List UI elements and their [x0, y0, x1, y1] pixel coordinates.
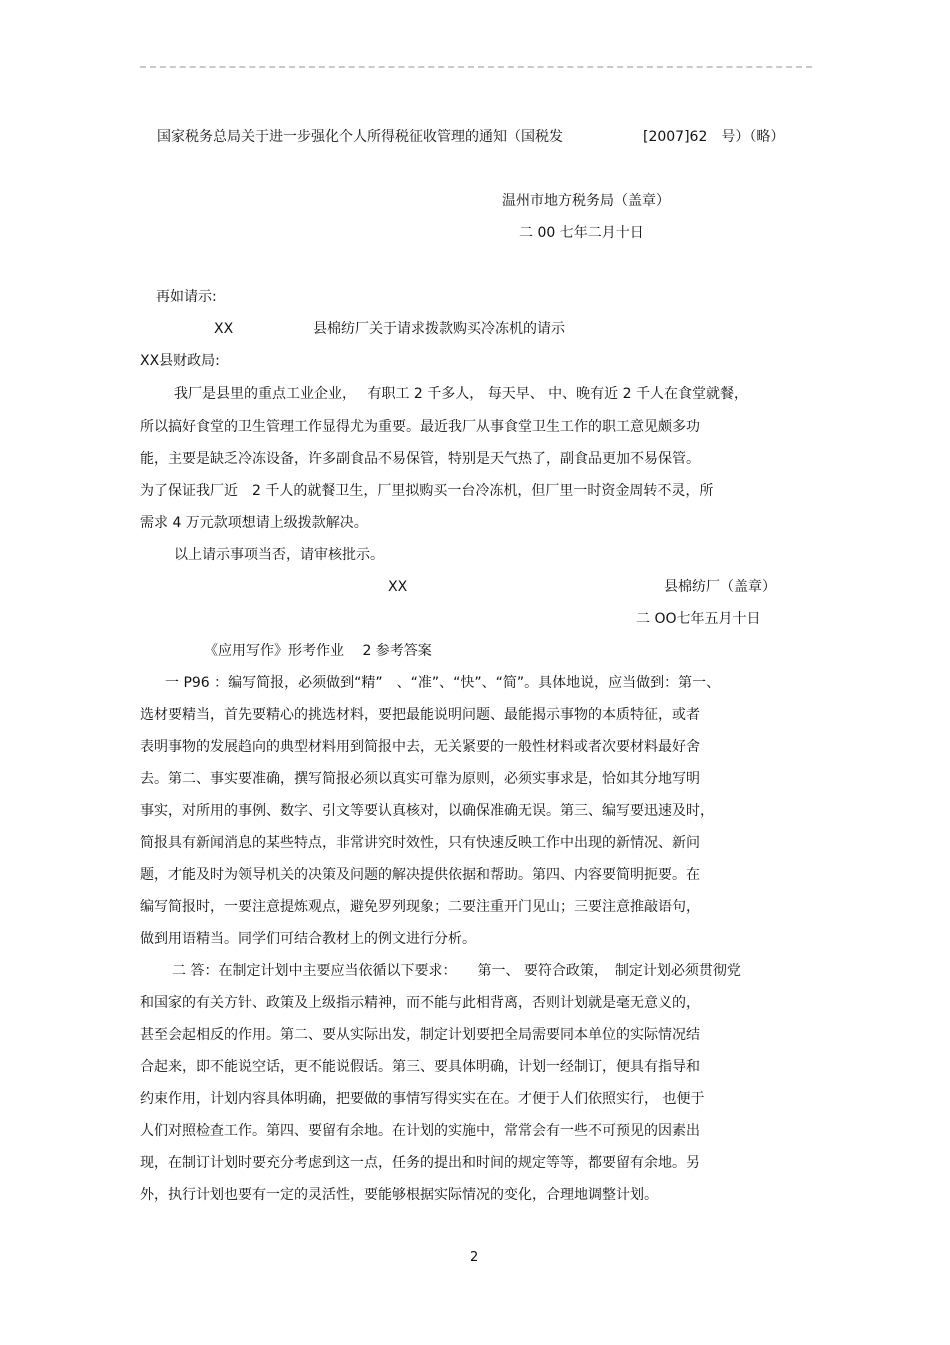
answer2-line: 和国家的有关方针、政策及上级指示精神，而不能与此相背离，否则计划就是毫无意义的， [140, 995, 700, 1011]
request-intro: 再如请示: [156, 289, 217, 305]
tax-bureau-date: 二 00 七年二月十日 [519, 225, 644, 241]
answer2-line: 现，在制订计划时要充分考虑到这一点，任务的提出和时间的规定等等，都要留有余地。另 [140, 1155, 700, 1171]
factory-signature: 县棉纺厂（盖章） [664, 579, 776, 595]
answer1-line: 去。第二、事实要准确，撰写简报必须以真实可靠为原则，必须实事求是，恰如其分地写明 [140, 771, 700, 787]
answer2-line: 外，执行计划也要有一定的灵活性，要能够根据实际情况的变化，合理地调整计划。 [140, 1187, 658, 1203]
answer1-line: 做到用语精当。同学们可结合教材上的例文进行分析。 [140, 931, 476, 947]
request-title: 县棉纺厂关于请求拨款购买冷冻机的请示 [313, 321, 565, 337]
answer1-line: 简报具有新闻消息的某些特点，非常讲究时效性，只有快速反映工作中出现的新情况、新问 [140, 835, 700, 851]
factory-date: 二 OO七年五月十日 [636, 611, 761, 627]
request-body-line: 所以搞好食堂的卫生管理工作显得尤为重要。最近我厂从事食堂卫生工作的职工意见颇多功 [140, 419, 700, 435]
answers-title: 《应用写作》形考作业 2 参考答案 [204, 643, 432, 659]
request-addressee: XX县财政局: [140, 353, 220, 369]
answer2-line: 人们对照检查工作。第四、要留有余地。在计划的实施中，常常会有一些不可预见的因素出 [140, 1123, 700, 1139]
answer2-line: 二 答：在制定计划中主要应当依循以下要求： 第一、 要符合政策， 制定计划必须贯彻党 [172, 963, 741, 979]
answer1-line: 编写简报时，一要注意提炼观点，避免罗列现象；二要注重开门见山；三要注意推敲语句， [140, 899, 700, 915]
request-body-line: 我厂是县里的重点工业企业， 有职工 2 千多人， 每天早、 中、晚有近 2 千人在食堂就餐， [174, 386, 748, 402]
notice-title-part2: [2007]62 号）（略） [643, 129, 785, 145]
answer2-line: 约束作用，计划内容具体明确，把要做的事情写得实实在在。才便于人们依照实行， 也便于 [140, 1091, 705, 1107]
request-body-line: 需求 4 万元款项想请上级拨款解决。 [140, 515, 368, 531]
answer1-line: 选材要精当，首先要精心的挑选材料，要把最能说明问题、最能揭示事物的本质特征，或者 [140, 707, 700, 723]
answer1-line: 题，才能及时为领导机关的决策及问题的解决提供依据和帮助。第四、内容要简明扼要。在 [140, 867, 700, 883]
factory-signature-prefix: XX [388, 579, 408, 595]
request-closing: 以上请示事项当否，请审核批示。 [174, 547, 384, 563]
page-number: 2 [470, 1250, 479, 1265]
answer1-line: 一 P96 ：编写简报，必须做到“精” 、“准”、“快”、“简”。具体地说，应当做到：第一、 [165, 675, 721, 691]
answer1-line: 事实，对所用的事例、数字、引文等要认真核对，以确保准确无误。第三、编写要迅速及时， [140, 803, 714, 819]
answer1-line: 表明事物的发展趋向的典型材料用到简报中去，无关紧要的一般性材料或者次要材料最好舍 [140, 739, 700, 755]
notice-title-part1: 国家税务总局关于进一步强化个人所得税征收管理的通知（国税发 [157, 129, 563, 145]
request-body-line: 为了保证我厂近 2 千人的就餐卫生，厂里拟购买一台冷冻机，但厂里一时资金周转不灵，所 [140, 483, 714, 499]
tax-bureau-signature: 温州市地方税务局（盖章） [502, 193, 670, 209]
answer2-line: 甚至会起相反的作用。第二、要从实际出发，制定计划要把全局需要同本单位的实际情况结 [140, 1027, 700, 1043]
request-body-line: 能，主要是缺乏冷冻设备，许多副食品不易保管，特别是天气热了，副食品更加不易保管。 [140, 451, 700, 467]
header-dashed-rule [140, 66, 812, 68]
answer2-line: 合起来，即不能说空话，更不能说假话。第三、要具体明确，计划一经制订，便具有指导和 [140, 1059, 700, 1075]
request-title-prefix: XX [214, 321, 234, 337]
